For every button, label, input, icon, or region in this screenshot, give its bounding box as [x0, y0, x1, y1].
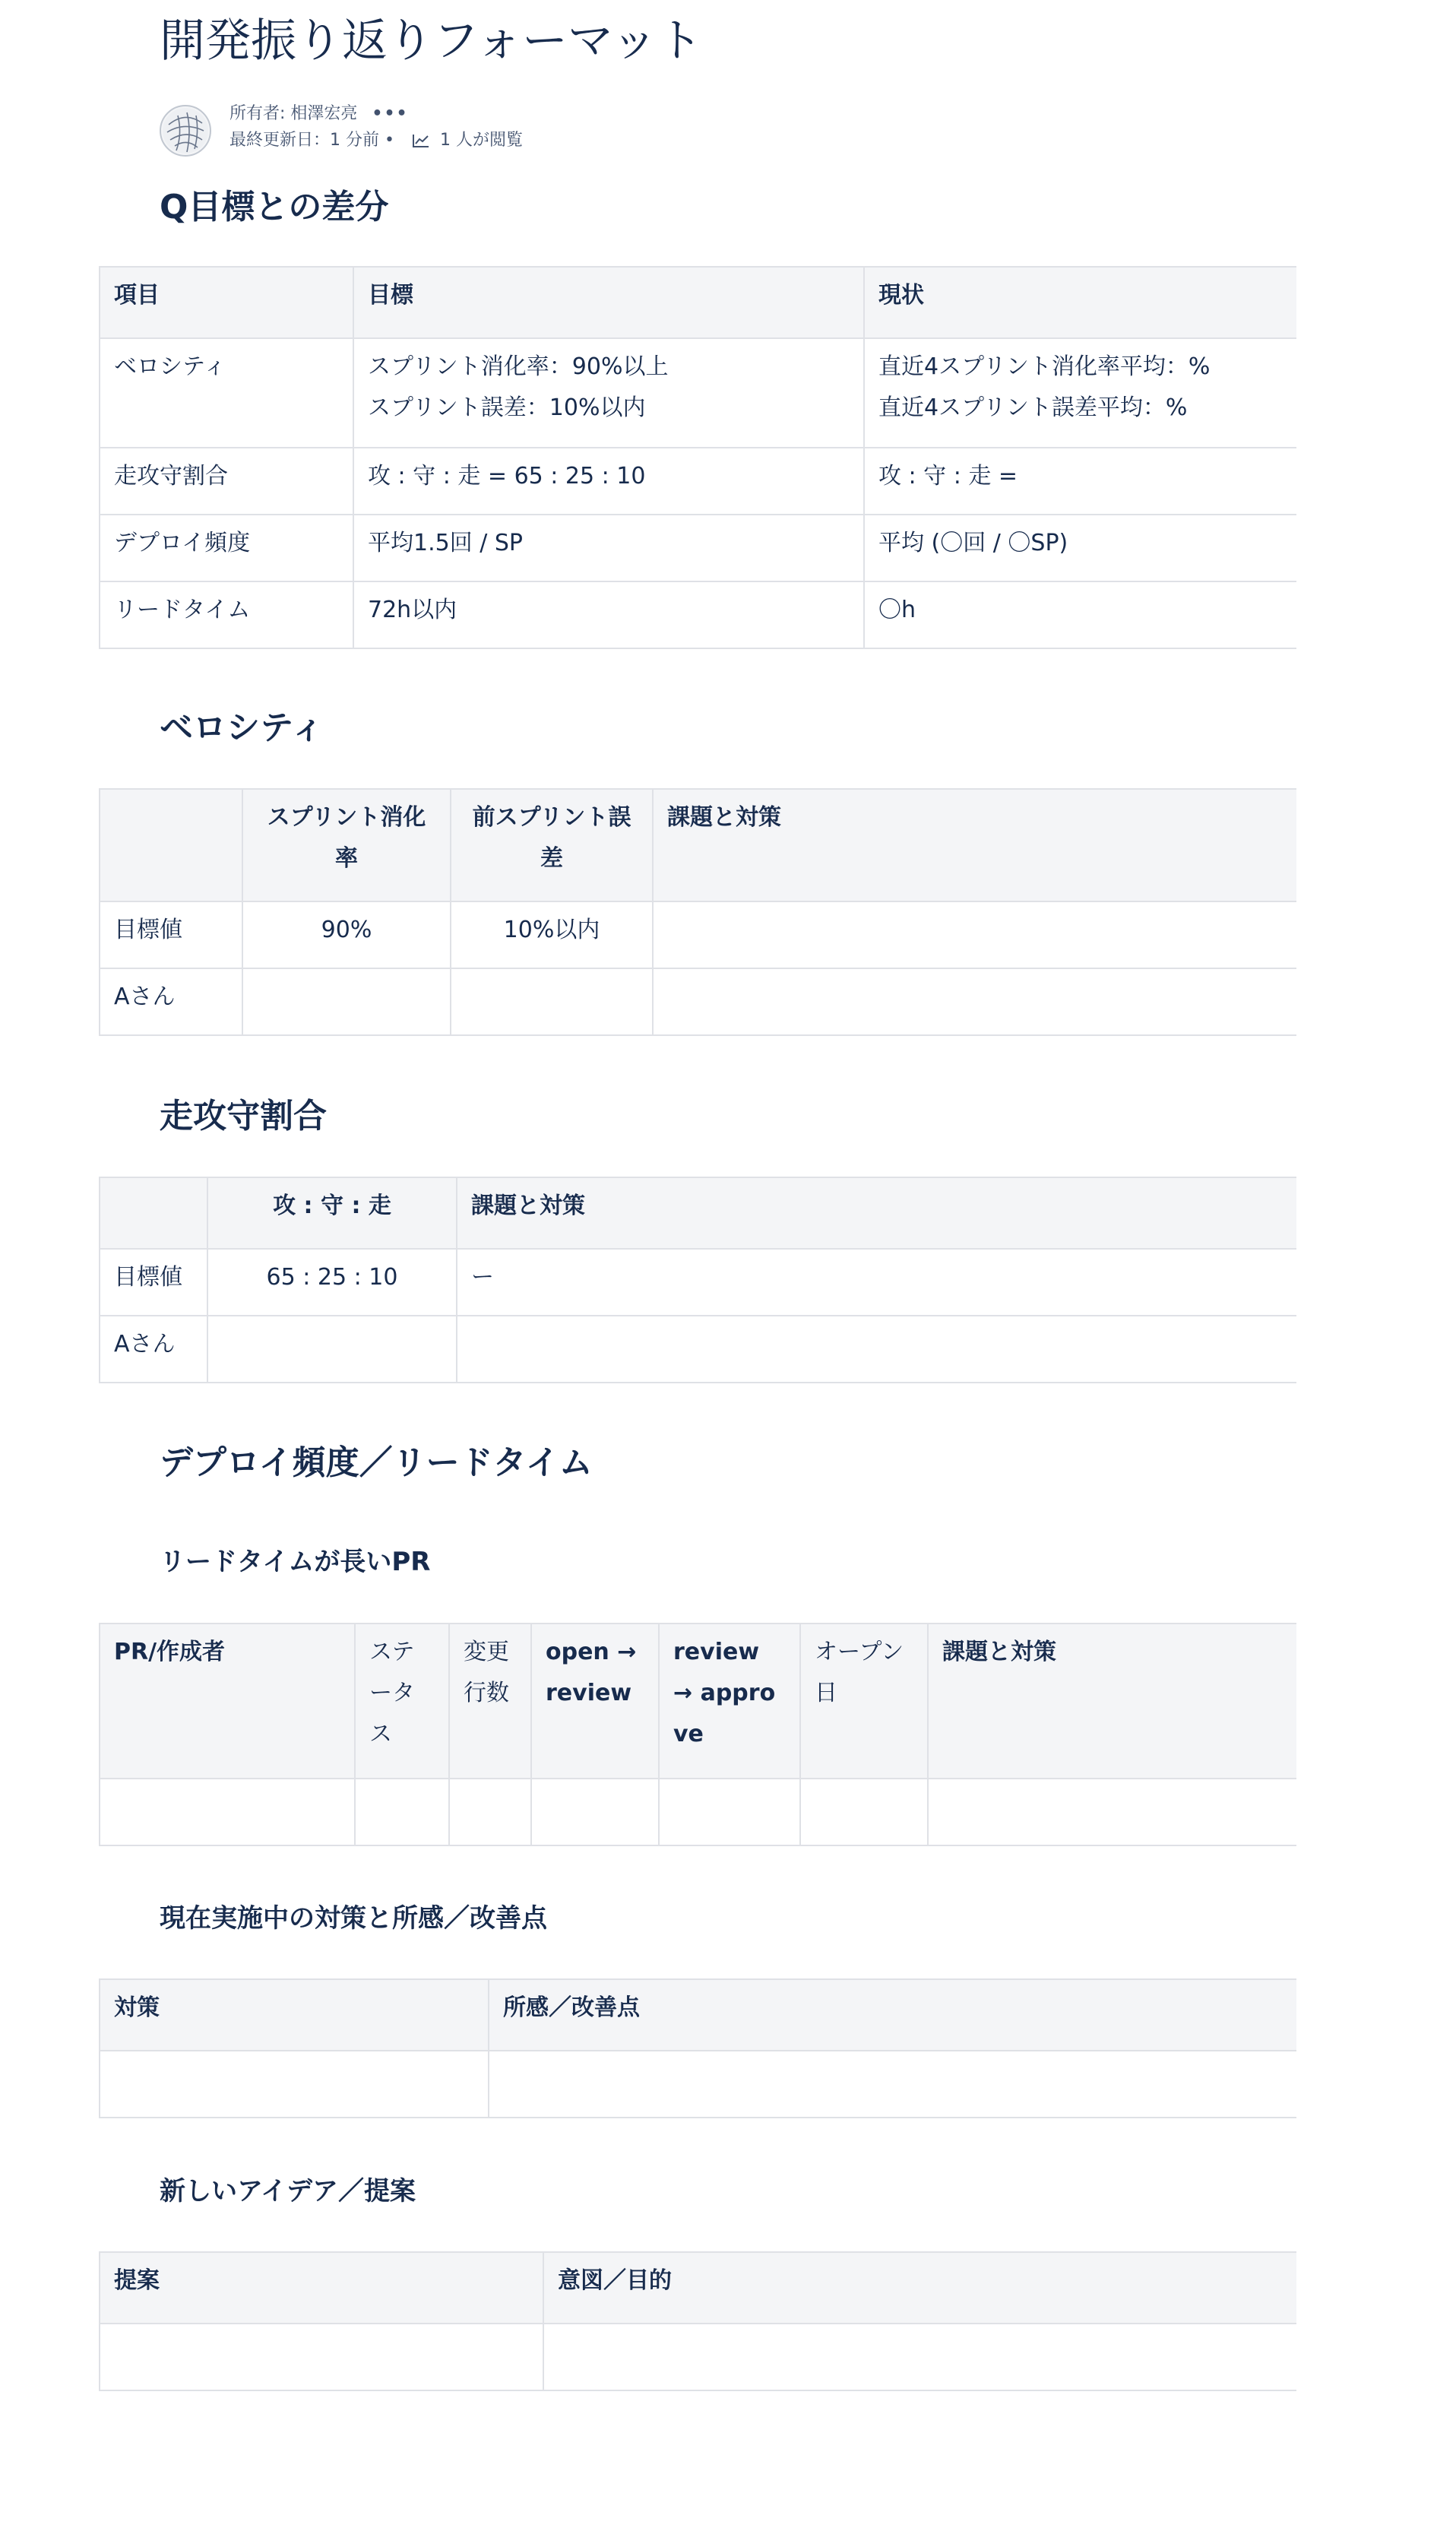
velocity-table [99, 788, 1296, 1036]
table-cell[interactable] [451, 968, 653, 1035]
column-header: 課題と対策 [928, 1624, 1296, 1779]
table-header-row [100, 2252, 1296, 2324]
table-row [100, 581, 1296, 648]
column-header: open → review [531, 1624, 659, 1779]
table-cell[interactable]: 90% [242, 901, 451, 968]
column-header: 現状 [864, 267, 1296, 338]
column-header: 課題と対策 [653, 789, 1296, 901]
table-cell[interactable] [653, 968, 1296, 1035]
long-leadtime-pr-table [99, 1623, 1296, 1846]
ratio-table [99, 1177, 1296, 1383]
table-cell[interactable]: Aさん [100, 968, 242, 1035]
table-cell[interactable]: 65 : 25 : 10 [207, 1249, 457, 1316]
table-row [100, 338, 1296, 448]
section-heading-measures: 現在実施中の対策と所感／改善点 [160, 1903, 547, 1934]
table-cell[interactable]: 10%以内 [451, 901, 653, 968]
table-row [100, 901, 1296, 968]
table-row [100, 968, 1296, 1035]
table-cell[interactable]: 〇h [864, 581, 1296, 648]
table-cell[interactable]: 平均1.5回 / SP [353, 515, 864, 581]
table-cell[interactable]: 目標値 [100, 901, 242, 968]
column-header: review → approve [659, 1624, 800, 1779]
table-cell[interactable] [353, 338, 864, 448]
table-row [100, 2051, 1296, 2118]
column-header: オープン日 [800, 1624, 928, 1779]
section-heading-q-goal: Q目標との差分 [160, 188, 389, 227]
table-cell[interactable] [864, 338, 1296, 448]
cell-line: スプリント消化率：90%以上 [368, 353, 669, 380]
column-header: 意図／目的 [543, 2252, 1296, 2324]
table-header-row [100, 1979, 1296, 2051]
table-cell[interactable]: ー [457, 1249, 1296, 1316]
ideas-table [99, 2251, 1296, 2391]
column-header: 対策 [100, 1979, 489, 2051]
table-header-row [100, 789, 1296, 901]
table-cell[interactable] [100, 2324, 543, 2390]
column-header: 所感／改善点 [489, 1979, 1296, 2051]
viewers-link[interactable]: 1 人が閲覧 [439, 131, 523, 150]
measures-table [99, 1978, 1296, 2118]
more-options-icon[interactable]: ••• [372, 104, 409, 123]
table-row [100, 1779, 1296, 1845]
table-cell[interactable]: 攻 : 守 : 走 = [864, 448, 1296, 515]
table-cell[interactable]: リードタイム [100, 581, 353, 648]
table-cell[interactable] [531, 1779, 659, 1845]
table-cell[interactable]: デプロイ頻度 [100, 515, 353, 581]
section-heading-ratio: 走攻守割合 [160, 1097, 327, 1136]
table-cell[interactable]: ベロシティ [100, 338, 353, 448]
table-cell[interactable] [355, 1779, 449, 1845]
table-cell[interactable] [543, 2324, 1296, 2390]
table-row [100, 515, 1296, 581]
table-cell[interactable] [457, 1316, 1296, 1383]
cell-line: 直近4スプリント消化率平均：% [878, 353, 1211, 380]
table-header-row [100, 267, 1296, 338]
column-header [100, 789, 242, 901]
table-header-row [100, 1624, 1296, 1779]
section-heading-velocity: ベロシティ [160, 708, 324, 747]
table-cell[interactable]: 目標値 [100, 1249, 207, 1316]
column-header: 前スプリント誤差 [451, 789, 653, 901]
table-cell[interactable] [800, 1779, 928, 1845]
column-header: 提案 [100, 2252, 543, 2324]
page-title: 開発振り返りフォーマット [160, 14, 703, 68]
column-header: 課題と対策 [457, 1177, 1296, 1249]
table-cell[interactable] [100, 1779, 355, 1845]
table-cell[interactable] [659, 1779, 800, 1845]
column-header: スプリント消化率 [242, 789, 451, 901]
table-cell[interactable] [928, 1779, 1296, 1845]
column-header: 項目 [100, 267, 353, 338]
table-row [100, 1316, 1296, 1383]
q-goal-table [99, 266, 1296, 649]
table-cell[interactable] [449, 1779, 531, 1845]
table-cell[interactable] [489, 2051, 1296, 2118]
table-row [100, 2324, 1296, 2390]
table-cell[interactable] [653, 901, 1296, 968]
column-header: 変更行数 [449, 1624, 531, 1779]
table-row [100, 448, 1296, 515]
table-cell[interactable]: 72h以内 [353, 581, 864, 648]
column-header: 目標 [353, 267, 864, 338]
table-cell[interactable]: Aさん [100, 1316, 207, 1383]
column-header [100, 1177, 207, 1249]
table-cell[interactable]: 攻 : 守 : 走 = 65 : 25 : 10 [353, 448, 864, 515]
table-header-row [100, 1177, 1296, 1249]
subsection-heading-long-pr: リードタイムが長いPR [160, 1547, 431, 1577]
cell-line: 直近4スプリント誤差平均：% [878, 394, 1188, 421]
table-cell[interactable] [100, 2051, 489, 2118]
cell-line: スプリント誤差：10%以内 [368, 394, 646, 421]
column-header: PR/作成者 [100, 1624, 355, 1779]
column-header: 攻 : 守 : 走 [207, 1177, 457, 1249]
last-updated-text[interactable]: 最終更新日：1 分前 • [229, 131, 394, 150]
table-cell[interactable]: 平均 (〇回 / 〇SP) [864, 515, 1296, 581]
owner-text[interactable]: 所有者: 相澤宏亮 [229, 104, 358, 123]
table-cell[interactable]: 走攻守割合 [100, 448, 353, 515]
section-heading-ideas: 新しいアイデア／提案 [160, 2176, 416, 2206]
table-cell[interactable] [242, 968, 451, 1035]
column-header: ステータス [355, 1624, 449, 1779]
table-row [100, 1249, 1296, 1316]
section-heading-deploy: デプロイ頻度／リードタイム [160, 1443, 593, 1482]
table-cell[interactable] [207, 1316, 457, 1383]
